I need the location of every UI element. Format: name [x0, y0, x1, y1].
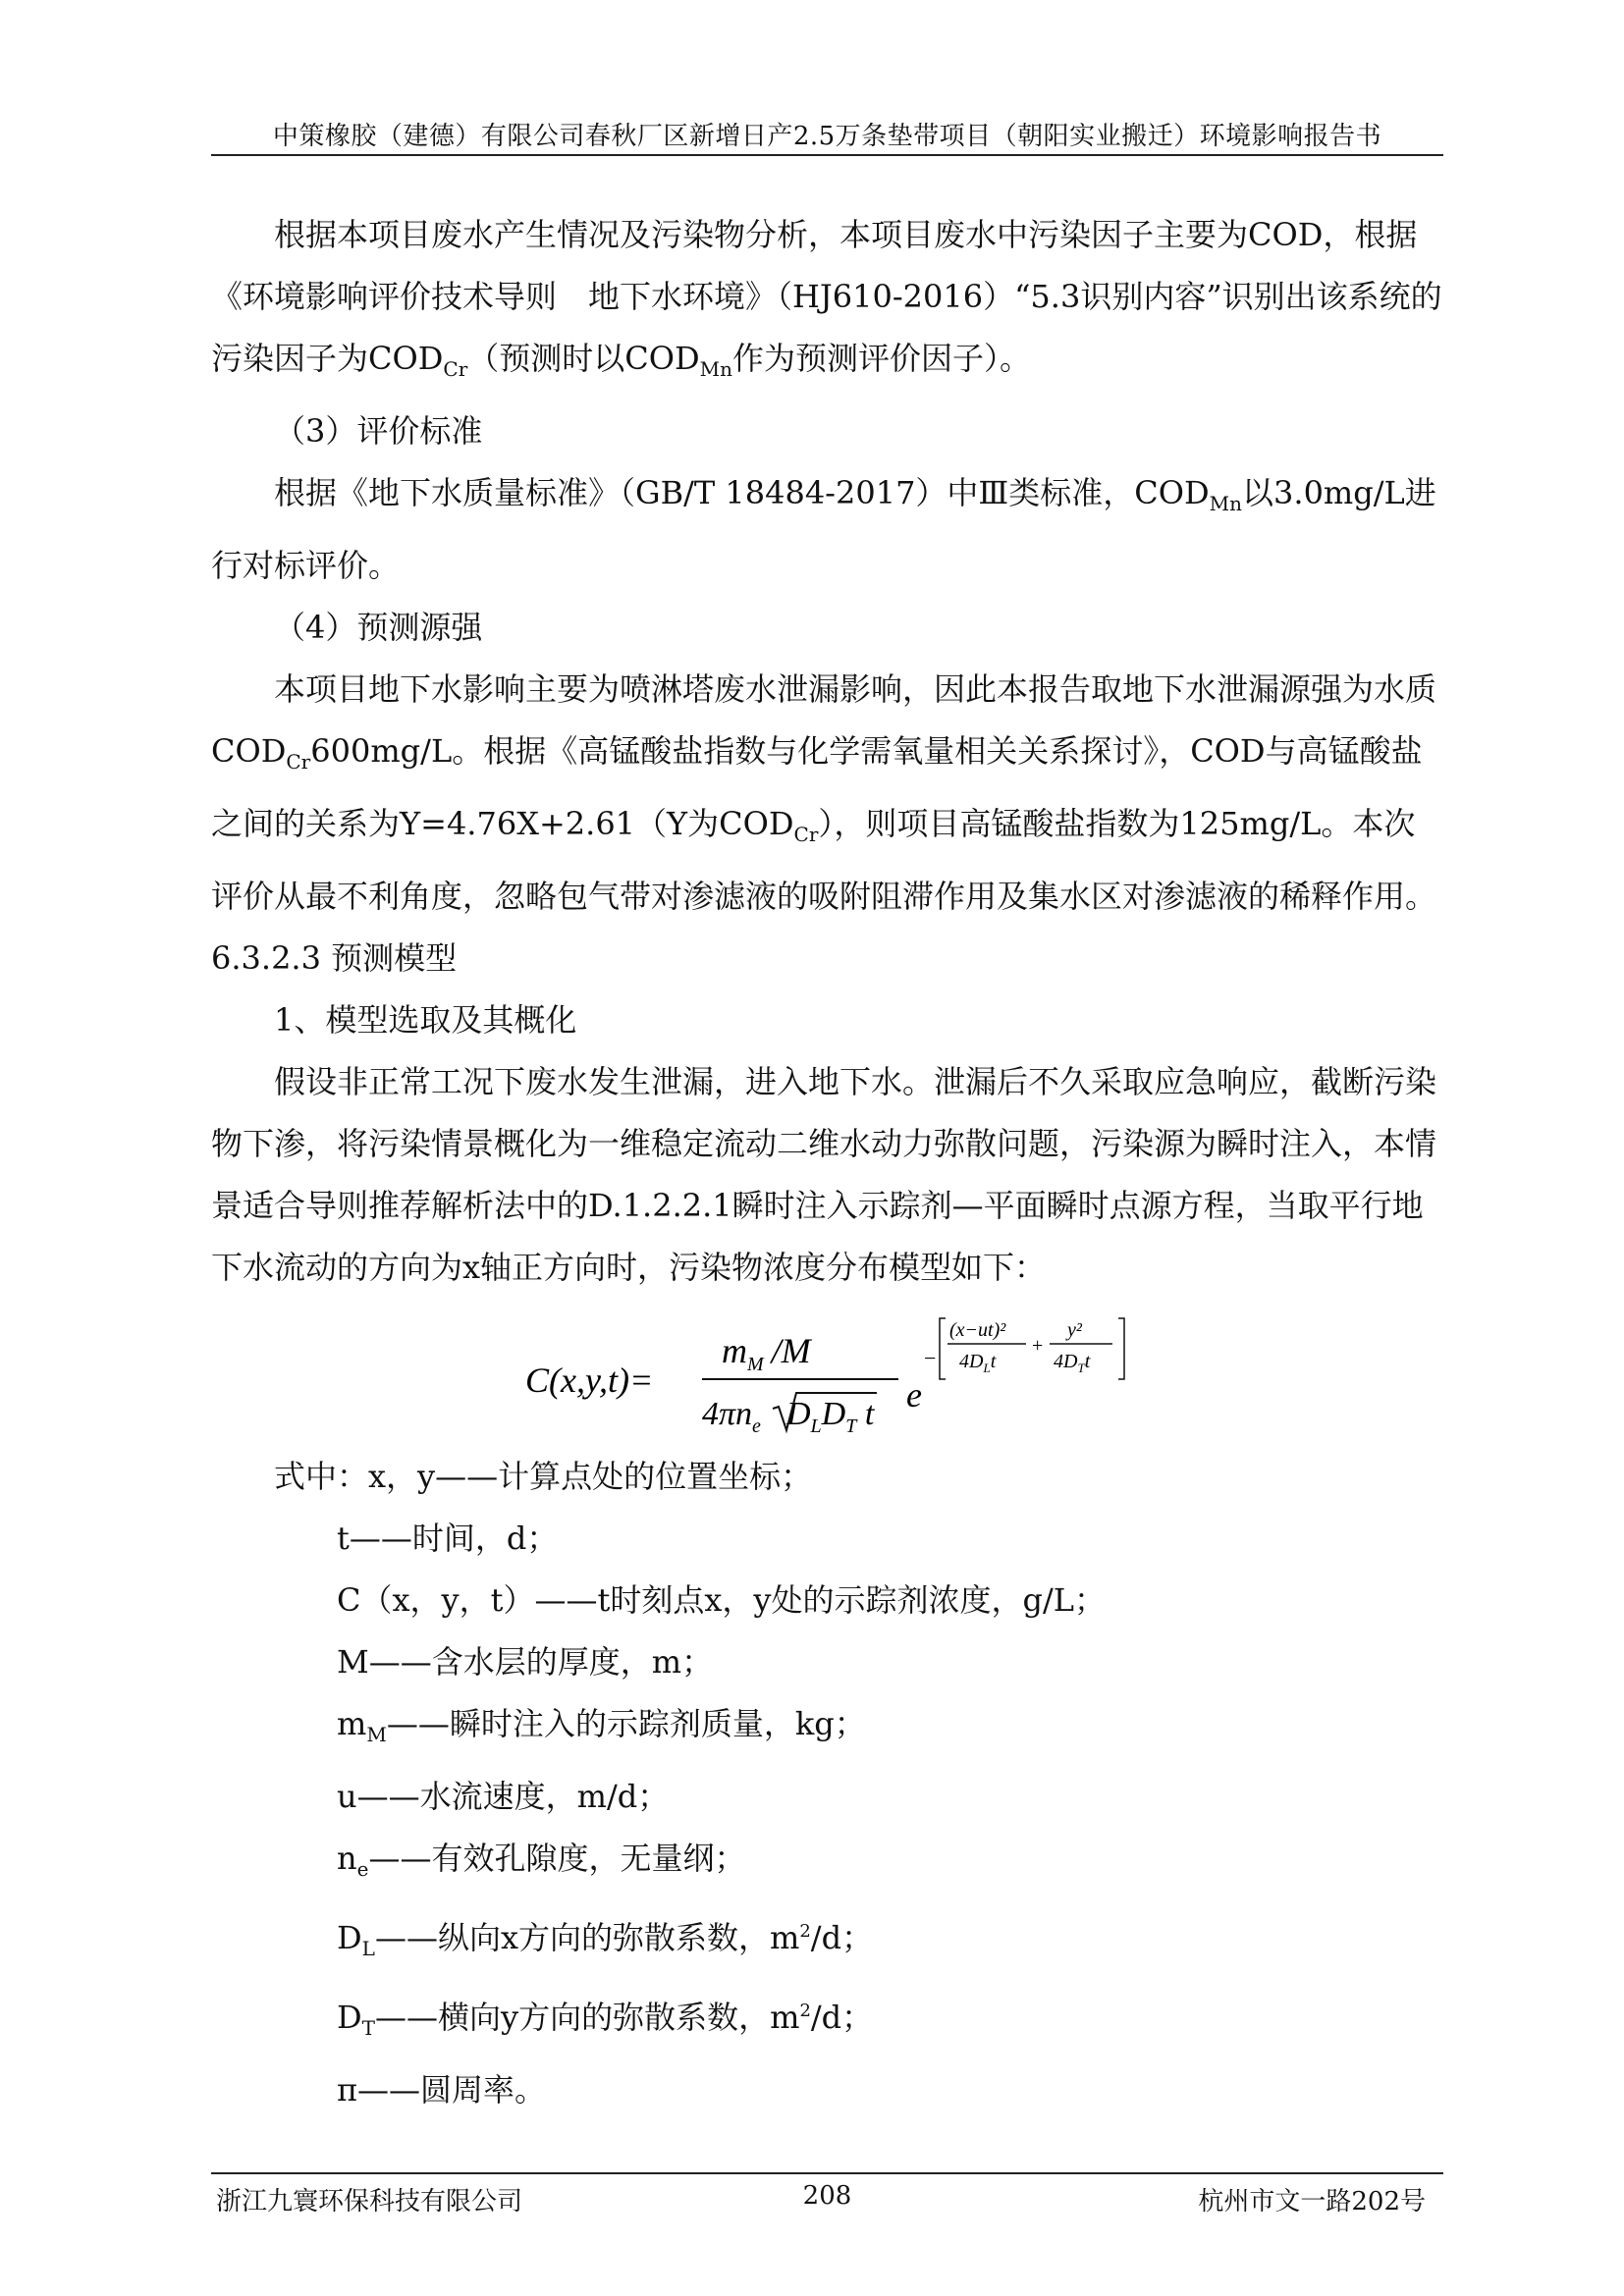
text: 根据《地下水质量标准》（GB/T 18484-2017）中Ⅲ类标准，COD — [274, 474, 1210, 511]
section-heading: 6.3.2.3 预测模型 — [211, 939, 458, 977]
where-DL — [211, 1900, 1443, 1980]
subscript: M — [366, 1723, 387, 1746]
text: （预测时以COD — [467, 340, 700, 377]
where-c: C（x，y，t）——t时刻点x，y处的示踪剂浓度，g/L； — [337, 1581, 1106, 1619]
text: ——横向y方向的弥散系数，m — [375, 1999, 800, 2036]
footer-address: 杭州市文一路202号 — [1198, 2187, 1426, 2216]
text: ——纵向x方向的弥散系数，m — [374, 1919, 800, 1956]
where-mM — [211, 1693, 1443, 1766]
where-intro: 式中：x，y——计算点处的位置坐标； — [274, 1458, 813, 1495]
text: 600mg/L。根据《高锰酸盐指数与化学需氧量相关关系探讨》，COD与高锰酸盐之间的关系为Y=4.76X+2.61（Y为COD — [211, 732, 1423, 842]
header-rule — [211, 154, 1443, 156]
exponent-numerator-2: y² — [1067, 1319, 1082, 1341]
text: ——瞬时注入的示踪剂质量，kg； — [386, 1705, 866, 1742]
page-header: 中策橡胶（建德）有限公司春秋厂区新增日产2.5万条垫带项目（朝阳实业搬迁）环境影响报告书 — [272, 122, 1382, 151]
heading-source-strength: （4）预测源强 — [274, 609, 483, 646]
formula-block — [211, 1299, 1443, 1446]
text: ），则项目高锰酸盐指数为125mg/L。本次评价从最不利角度，忽略包气带对渗滤液的吸附阻滞作用及集水区对渗滤液的稀释作用。 — [211, 805, 1437, 915]
subscript: T — [361, 2016, 375, 2040]
right-bracket — [1118, 1318, 1124, 1379]
text: D — [337, 1919, 362, 1956]
subscript: Mn — [1209, 492, 1243, 515]
text: D — [337, 1999, 362, 2036]
superscript: 2 — [799, 2001, 811, 2021]
subscript: L — [361, 1937, 375, 1960]
exponent-minus: − — [924, 1346, 937, 1370]
formula-lhs: C(x,y,t)= — [525, 1361, 654, 1400]
paragraph-source-strength — [211, 659, 1443, 928]
subscript: Cr — [443, 357, 468, 381]
text: 以3.0mg/L进行对标评价。 — [211, 474, 1436, 584]
exponent-denominator-1: $4D_Lt$ — [959, 1351, 997, 1375]
text: 本项目地下水影响主要为喷淋塔废水泄漏影响，因此本报告取地下水泄漏源强为水质COD — [211, 670, 1437, 770]
where-M: M——含水层的厚度，m； — [337, 1643, 714, 1681]
where-pi: π——圆周率。 — [337, 2071, 547, 2109]
footer-rule — [211, 2172, 1443, 2174]
text: ——有效孔隙度，无量纲； — [368, 1840, 746, 1877]
heading-evaluation-standard: （3）评价标准 — [274, 412, 483, 450]
paragraph-pollutant-factor — [211, 204, 1443, 400]
subscript: Mn — [699, 357, 733, 381]
subscript: Cr — [286, 750, 311, 774]
paragraph-standard — [211, 462, 1443, 597]
item-heading: 1、模型选取及其概化 — [274, 1001, 577, 1039]
formula-denominator: $4\pi n_e$ $D_LD_T$ t — [702, 1396, 875, 1437]
formula-numerator: $m_M$ /M — [722, 1331, 811, 1375]
subscript: Cr — [793, 823, 819, 846]
where-ne — [211, 1828, 1443, 1900]
text: n — [337, 1840, 357, 1877]
where-t: t——时间，d； — [337, 1520, 559, 1557]
formula-e: e — [906, 1375, 922, 1415]
text: m — [337, 1705, 367, 1742]
exponent-plus: + — [1032, 1335, 1044, 1357]
text: /d； — [810, 1919, 874, 1956]
document-body — [211, 204, 1443, 2121]
where-u: u——水流速度，m/d； — [337, 1778, 670, 1815]
text: /d； — [810, 1999, 874, 2036]
superscript: 2 — [799, 1921, 811, 1942]
where-DT — [211, 1980, 1443, 2059]
formula-equation — [525, 1299, 1134, 1446]
exponent-numerator-1: (x−ut)² — [949, 1319, 1006, 1341]
paragraph-model: 假设非正常工况下废水发生泄漏，进入地下水。泄漏后不久采取应急响应，截断污染物下渗，将污染情景概化为一维稳定流动二维水动力弥散问题，污染源为瞬时注入，本情景适合导则推荐解析法中的D.1.2.2.1瞬时注入示踪剂—平面瞬时点源方程，当取平行地下水流动的方向为x轴正方向时，污染物浓度分布模型如下： — [211, 1063, 1437, 1286]
exponent-denominator-2: $4D_Tt$ — [1054, 1351, 1091, 1375]
subscript: e — [356, 1857, 369, 1881]
left-bracket — [940, 1318, 946, 1379]
page-number: 208 — [802, 2181, 852, 2211]
footer-company: 浙江九寰环保科技有限公司 — [216, 2187, 523, 2216]
text: 根据本项目废水产生情况及污染物分析，本项目废水中污染因子主要为COD，根据《环境影响评价技术导则 地下水环境》（HJ610-2016）“5.3识别内容”识别出该系统的污染因子为COD — [211, 216, 1442, 377]
text: 作为预测评价因子）。 — [732, 340, 1032, 377]
